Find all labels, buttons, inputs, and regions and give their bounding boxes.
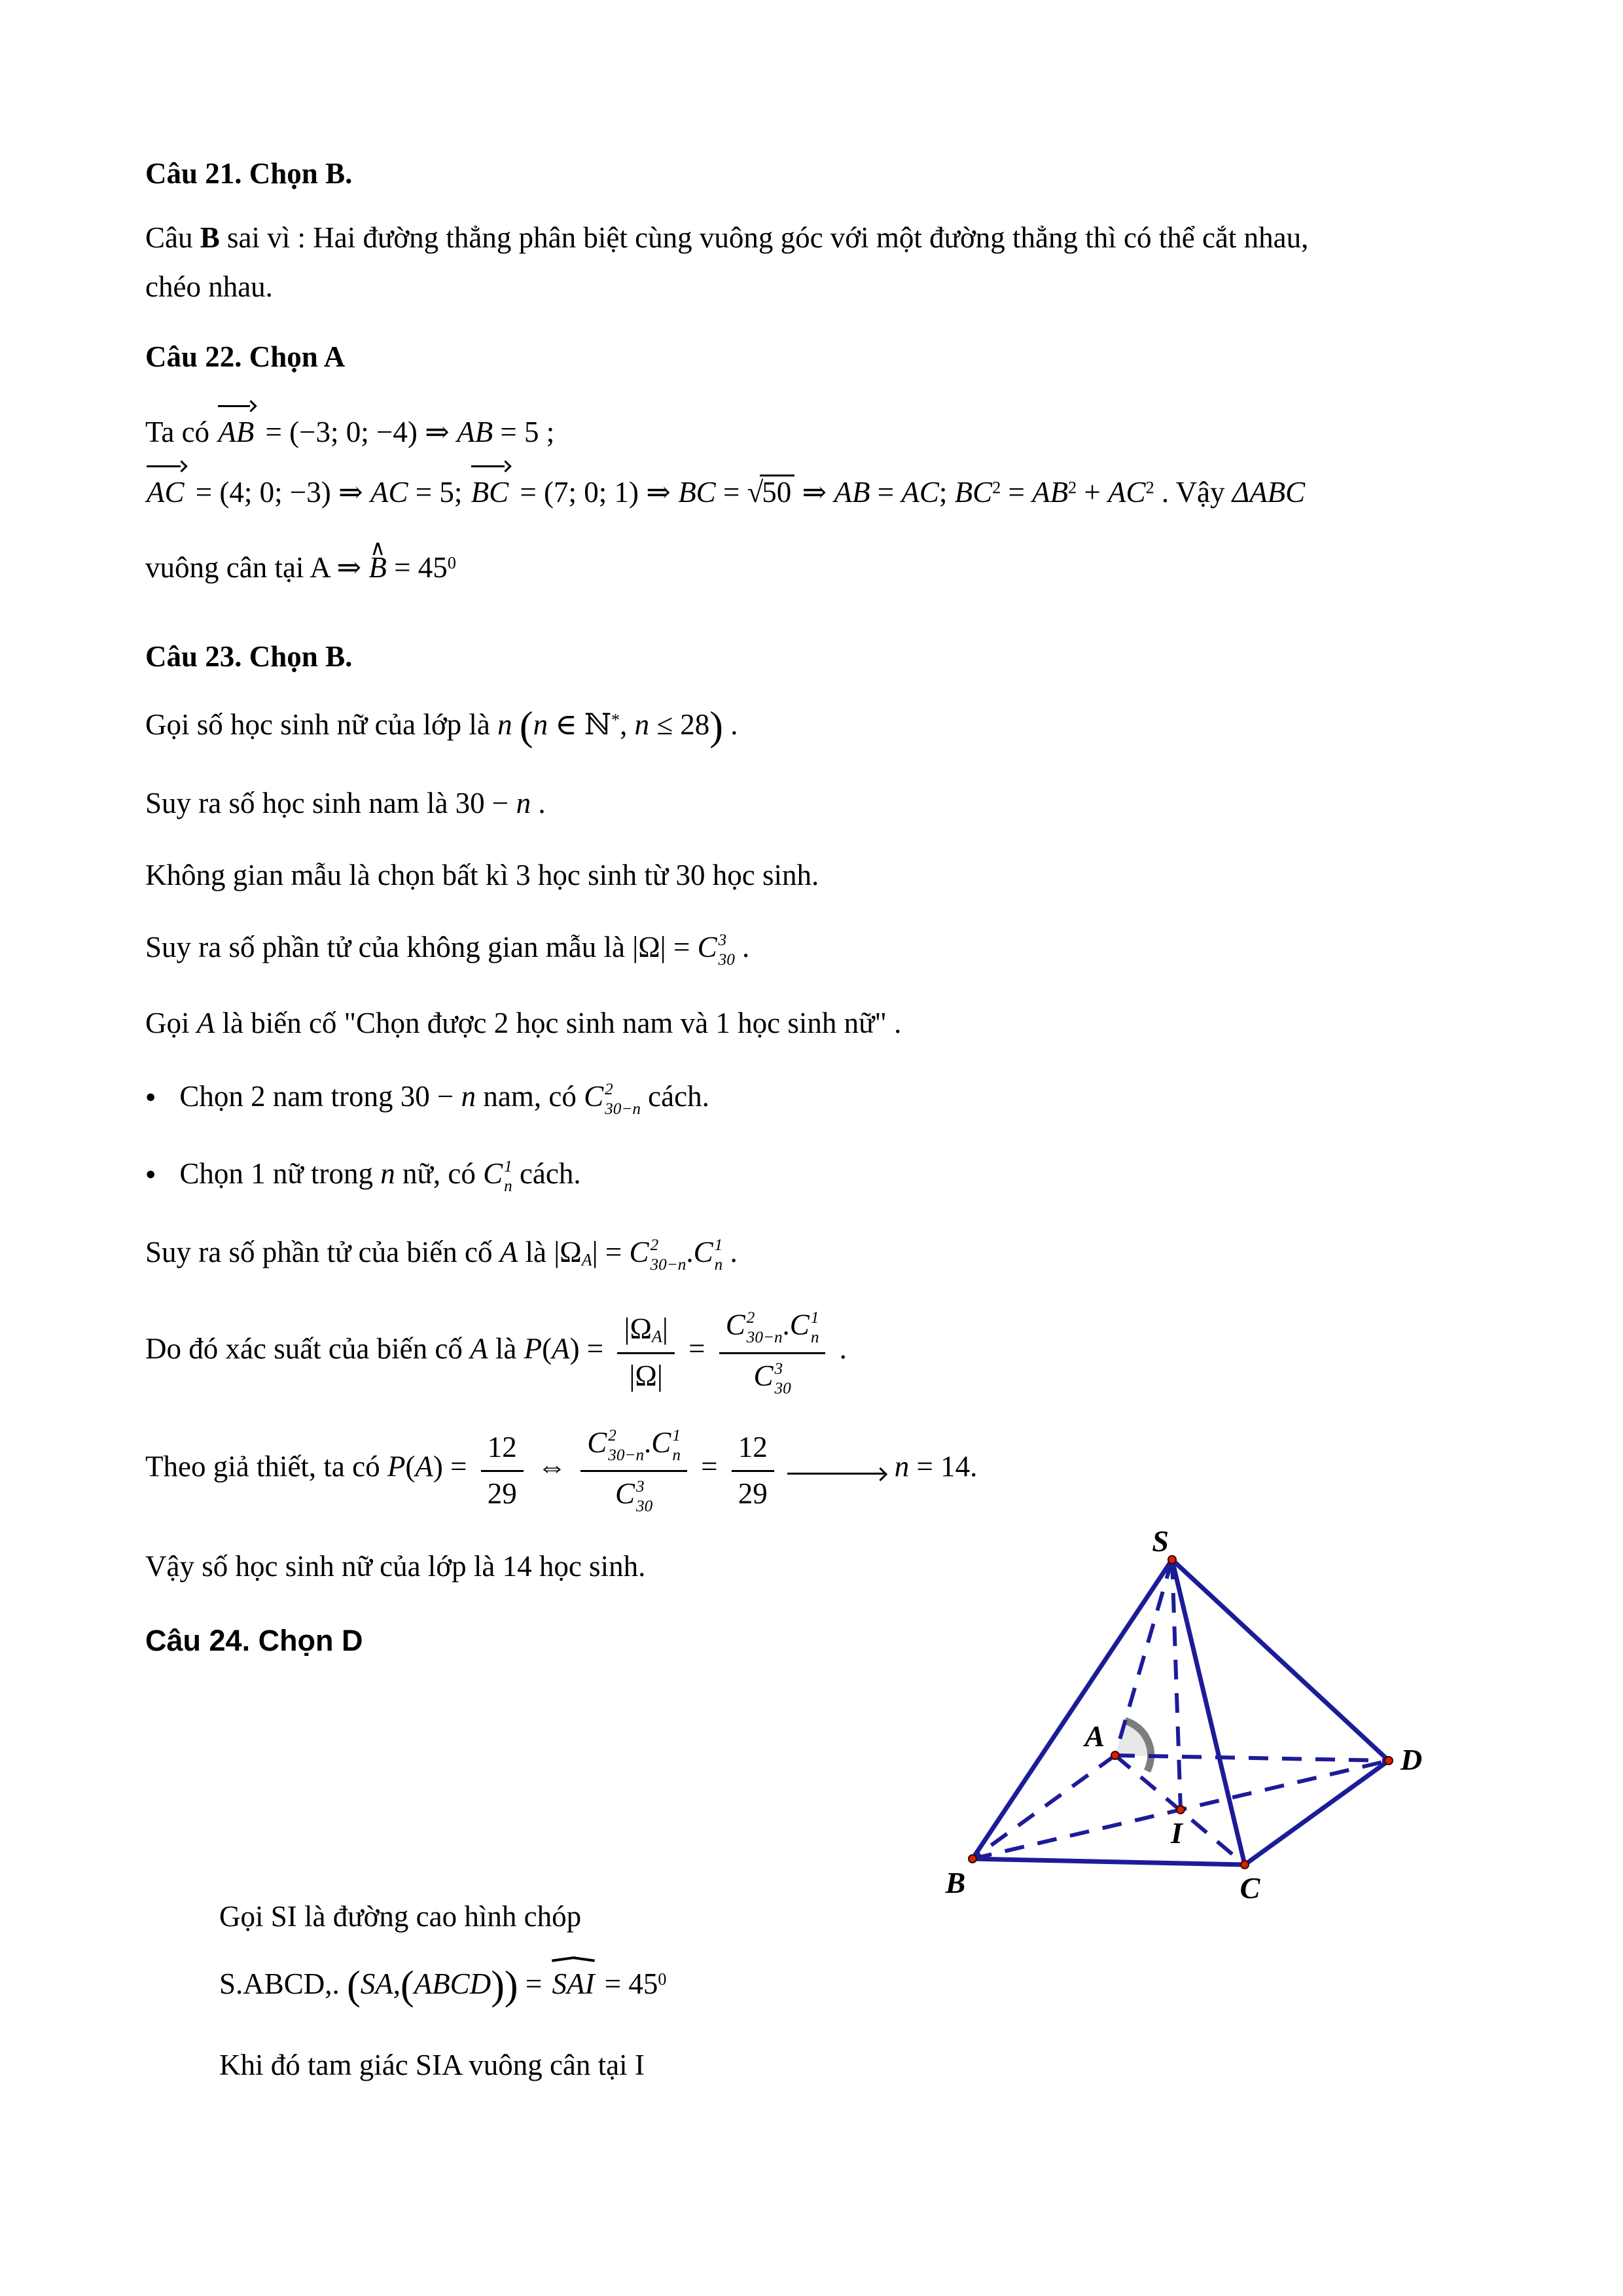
vertex-dot-i [1177, 1806, 1185, 1814]
vector-arrow-overline: AB [218, 413, 254, 452]
question-24-text-line-1: Gọi SI là đường cao hình chóp [219, 1900, 582, 1933]
question-23-line-7: Do đó xác suất của biến cố A là P(A) = $\frac{|\Omega A|}{|\Omega|}$ = C 2 30−n .C 1 n C 3 30 . [145, 1306, 847, 1398]
question-21-text-line-1: Câu B sai vì : Hai đường thẳng phân biệt cùng vuông góc với một đường thẳng thì có thể cắt nhau, [145, 221, 1309, 254]
question-21-heading: Câu 21. Chọn B. [145, 157, 353, 190]
combination-symbol: C 1 n [651, 1426, 681, 1464]
vertex-dot-b [969, 1855, 976, 1863]
edge-cd [1245, 1761, 1389, 1865]
question-23-line-8: Theo giả thiết, ta có P(A) = $\frac{12}{29}$ ⇔ C 2 30−n .C 1 n C 3 30 = $\frac{12}{29}$ n = 14. [145, 1424, 977, 1516]
edge-sc [1172, 1560, 1245, 1865]
pyramid-figure [929, 1517, 1431, 1910]
question-22-formula-line-2: AC = (4; 0; −3) ⇒ AC = 5; BC = (7; 0; 1) ⇒ BC = √50 ⇒ AB = AC; $BC^2 = AB^2 + AC^2$ . Vậy ΔABC [145, 473, 1305, 512]
question-23-bullet-1: ● Chọn 2 nam trong 30 − n nam, có C 2 30−n cách. [145, 1080, 709, 1118]
vertex-label-b: B [945, 1866, 966, 1899]
square-root: √50 [747, 476, 795, 509]
combination-symbol: C 3 30 [615, 1477, 653, 1515]
combination-symbol: C 1 n [693, 1236, 723, 1274]
vertex-label-a: A [1084, 1719, 1105, 1753]
vector-arrow-overline: AC [147, 473, 185, 512]
wide-angle-hat: SAI [552, 1965, 594, 2003]
fraction: C 2 30−n .C 1 n C 3 30 [719, 1306, 826, 1398]
vertex-dot-a [1111, 1751, 1119, 1759]
vector-arrow-overline: BC [471, 473, 509, 512]
question-23-line-5: Gọi A là biến cố "Chọn được 2 học sinh nam và 1 học sinh nữ" . [145, 1007, 902, 1039]
bullet-icon: ● [145, 1164, 156, 1184]
question-23-line-4: Suy ra số phần tử của không gian mẫu là |Ω| = C 3 30 . [145, 931, 750, 969]
question-24-formula-line: S.ABCD,. (SA,(ABCD)) = SAI = $45^0$ [219, 1964, 667, 2008]
combination-symbol: C 3 30 [697, 931, 735, 969]
fraction: $\frac{12}{29}$ [732, 1428, 774, 1511]
vertex-label-s: S [1152, 1524, 1169, 1558]
edge-sa [1115, 1560, 1172, 1755]
vertex-label-i: I [1171, 1816, 1183, 1850]
question-24-text-line-2: Khi đó tam giác SIA vuông cân tại I [219, 2049, 645, 2081]
fraction: C 2 30−n .C 1 n C 3 30 [580, 1424, 687, 1516]
question-22-heading: Câu 22. Chọn A [145, 340, 346, 373]
question-23-line-2: Suy ra số học sinh nam là 30 − n . [145, 787, 546, 819]
fraction: $\frac{12}{29}$ [481, 1428, 524, 1511]
edge-bc [972, 1859, 1245, 1865]
combination-symbol: C 2 30−n [629, 1236, 687, 1274]
vertex-dot-s [1168, 1556, 1176, 1564]
long-right-arrow [787, 1473, 885, 1477]
edge-ad [1115, 1755, 1389, 1761]
question-23-line-1: Gọi số học sinh nữ của lớp là n (n ∈ ℕ*, n ≤ 28) . [145, 704, 738, 749]
question-21-text-line-2: chéo nhau. [145, 270, 273, 303]
combination-symbol: C 1 n [789, 1308, 819, 1346]
question-23-line-9: Vậy số học sinh nữ của lớp là 14 học sinh. [145, 1550, 646, 1583]
fraction: $\frac{|\Omega A|}{|\Omega|}$ [617, 1310, 674, 1393]
combination-symbol: C 2 30−n [584, 1080, 641, 1118]
combination-symbol: C 1 n [483, 1157, 512, 1195]
angle-marker [1115, 1721, 1151, 1771]
vertex-label-d: D [1400, 1743, 1423, 1776]
combination-symbol: C 2 30−n [587, 1426, 645, 1464]
question-23-line-6: Suy ra số phần tử của biến cố A là |ΩA| = C 2 30−n .C 1 n . [145, 1236, 738, 1274]
question-23-heading: Câu 23. Chọn B. [145, 640, 353, 673]
question-22-formula-line-3: vuông cân tại A ⇒ ∧ $B = 45^0$ [145, 548, 456, 587]
bullet-icon: ● [145, 1086, 156, 1107]
combination-symbol: C 3 30 [753, 1359, 791, 1397]
angle-hat: ∧ B [368, 548, 387, 587]
question-22-formula-line-1: Ta có AB = (−3; 0; −4) ⇒ AB = 5 ; [145, 413, 554, 452]
question-23-line-3: Không gian mẫu là chọn bất kì 3 học sinh từ 30 học sinh. [145, 859, 819, 891]
edge-sd [1172, 1560, 1389, 1761]
question-24-heading: Câu 24. Chọn D [145, 1624, 363, 1657]
combination-symbol: C 2 30−n [725, 1308, 783, 1346]
edge-sb [972, 1560, 1172, 1859]
vertex-label-c: C [1240, 1871, 1260, 1905]
question-23-bullet-2: ● Chọn 1 nữ trong n nữ, có C 1 n cách. [145, 1157, 581, 1195]
vertex-dot-d [1385, 1757, 1393, 1765]
vertex-dot-c [1241, 1861, 1249, 1869]
